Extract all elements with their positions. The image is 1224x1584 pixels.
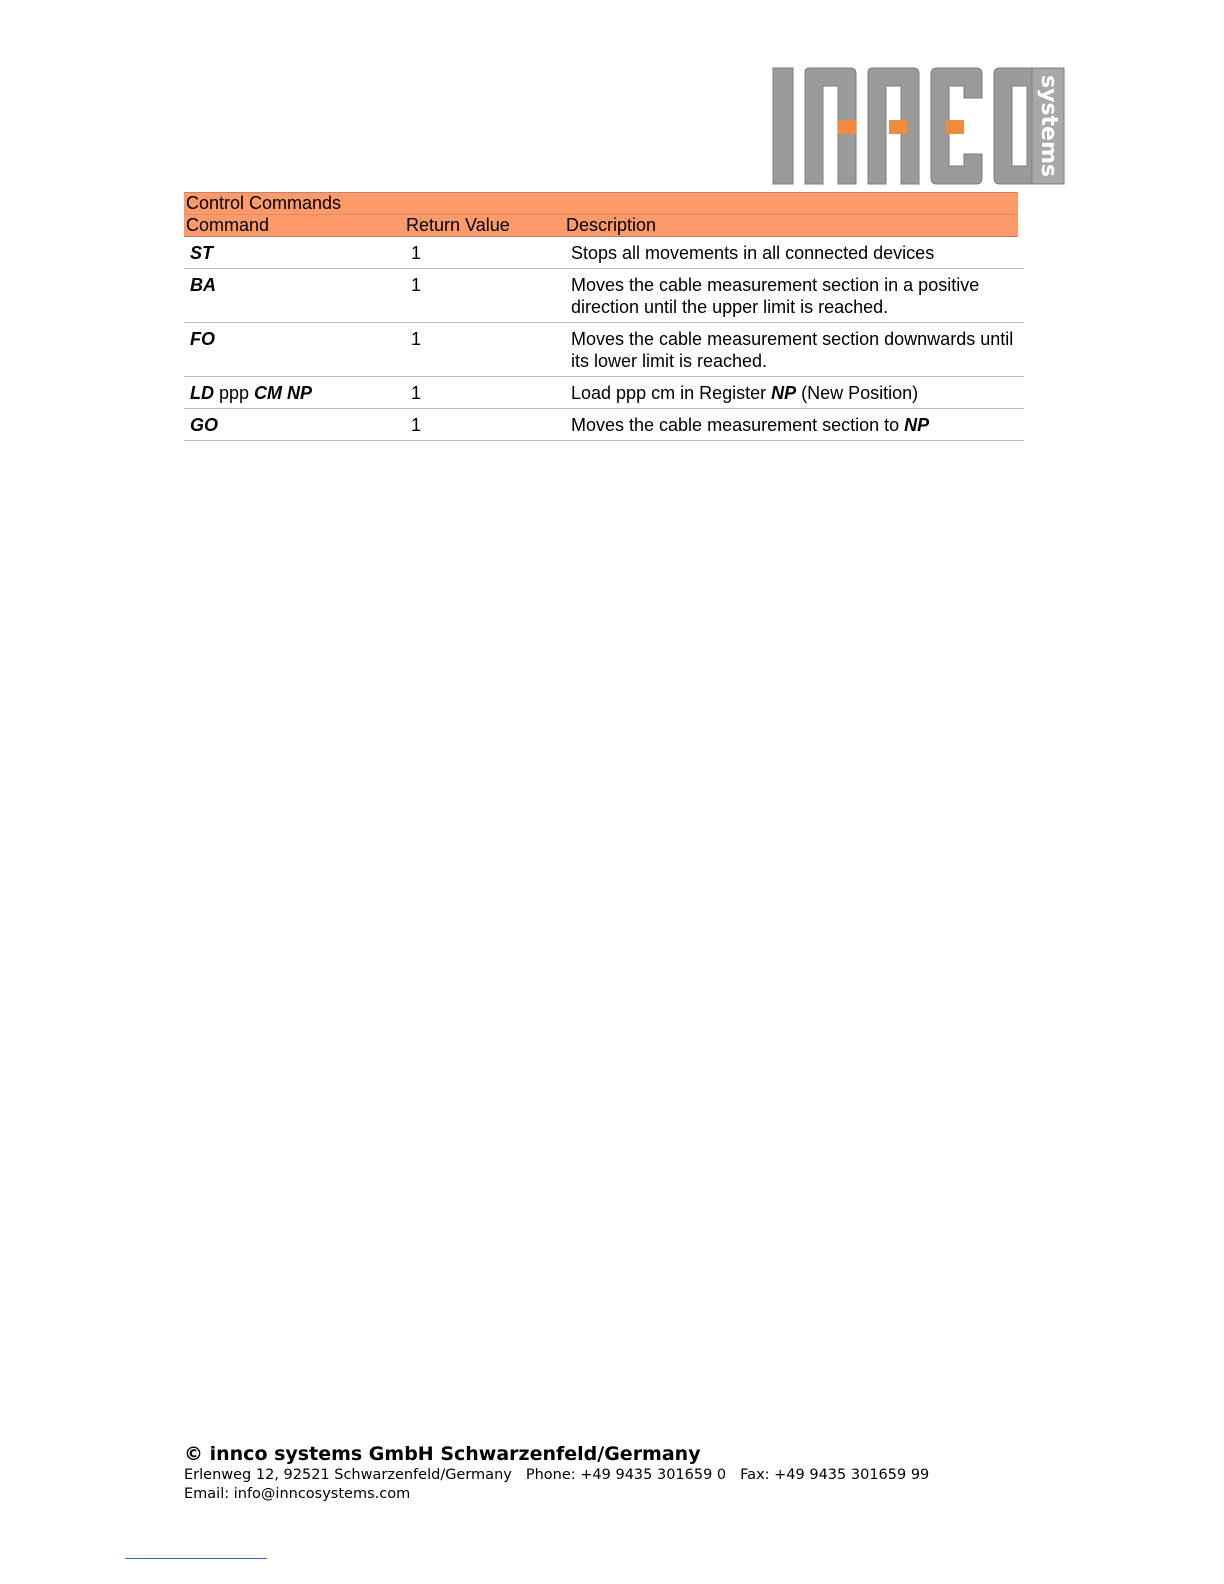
command-cell-text: ST: [190, 243, 214, 263]
return-value-cell: 1: [411, 275, 422, 295]
table-section-header: [184, 192, 1018, 214]
return-value-cell: 1: [411, 329, 422, 349]
description-cell: [571, 242, 1021, 264]
description-cell-text: Moves the cable measurement section downwards until its lower limit is reached.: [571, 329, 1014, 371]
command-cell-text: CM NP: [254, 383, 313, 403]
return-value-cell: 1: [411, 383, 422, 403]
description-cell: [571, 274, 1021, 318]
return-value-cell: 1: [411, 243, 422, 263]
footer-address: Erlenweg 12, 92521 Schwarzenfeld/Germany: [184, 1467, 512, 1483]
column-header-return-value: Return Value: [406, 215, 510, 235]
table-row: [184, 237, 1024, 269]
description-cell: [571, 328, 1021, 372]
description-cell-text: (New Position): [796, 383, 919, 403]
control-commands-table: [184, 192, 1024, 441]
footnote-divider: [125, 1558, 267, 1559]
command-cell: [190, 414, 218, 436]
command-cell-text: FO: [190, 329, 215, 349]
column-header-description: Description: [566, 215, 657, 235]
command-cell: [190, 382, 312, 404]
description-cell-text: NP: [771, 383, 797, 403]
column-header-command: Command: [186, 215, 270, 235]
innco-systems-logo: [770, 64, 1070, 190]
command-cell: [190, 242, 213, 264]
description-cell-text: Moves the cable measurement section to: [571, 415, 905, 435]
table-row: [184, 323, 1024, 377]
command-cell-text: LD: [190, 383, 214, 403]
svg-text:systems: systems: [1036, 75, 1061, 177]
footer-phone: Phone: +49 9435 301659 0: [525, 1467, 727, 1483]
command-cell-text: ppp: [214, 383, 255, 403]
description-cell-text: Stops all movements in all connected devices: [571, 243, 935, 263]
table-column-header-row: [184, 214, 1018, 237]
page-footer: [184, 1442, 1084, 1504]
command-cell: [190, 274, 216, 296]
table-body: [184, 237, 1024, 441]
section-title: Control Commands: [186, 193, 342, 213]
command-cell: [190, 328, 215, 350]
return-value-cell: 1: [411, 415, 422, 435]
table-row: [184, 409, 1024, 441]
description-cell: [571, 382, 1021, 404]
footer-copyright: © innco systems GmbH Schwarzenfeld/Germany: [184, 1443, 701, 1465]
description-cell-text: Moves the cable measurement section in a positive direction until the upper limit is reached.: [571, 275, 980, 317]
description-cell-text: Load ppp cm in Register: [571, 383, 772, 403]
table-row: [184, 377, 1024, 409]
footer-email: Email: info@inncosystems.com: [184, 1486, 411, 1502]
command-cell-text: GO: [190, 415, 219, 435]
description-cell: [571, 414, 1021, 436]
footer-fax: Fax: +49 9435 301659 99: [740, 1467, 930, 1483]
footer-contact-line: [184, 1466, 1084, 1485]
command-cell-text: BA: [190, 275, 216, 295]
table-row: [184, 269, 1024, 323]
description-cell-text: NP: [904, 415, 930, 435]
